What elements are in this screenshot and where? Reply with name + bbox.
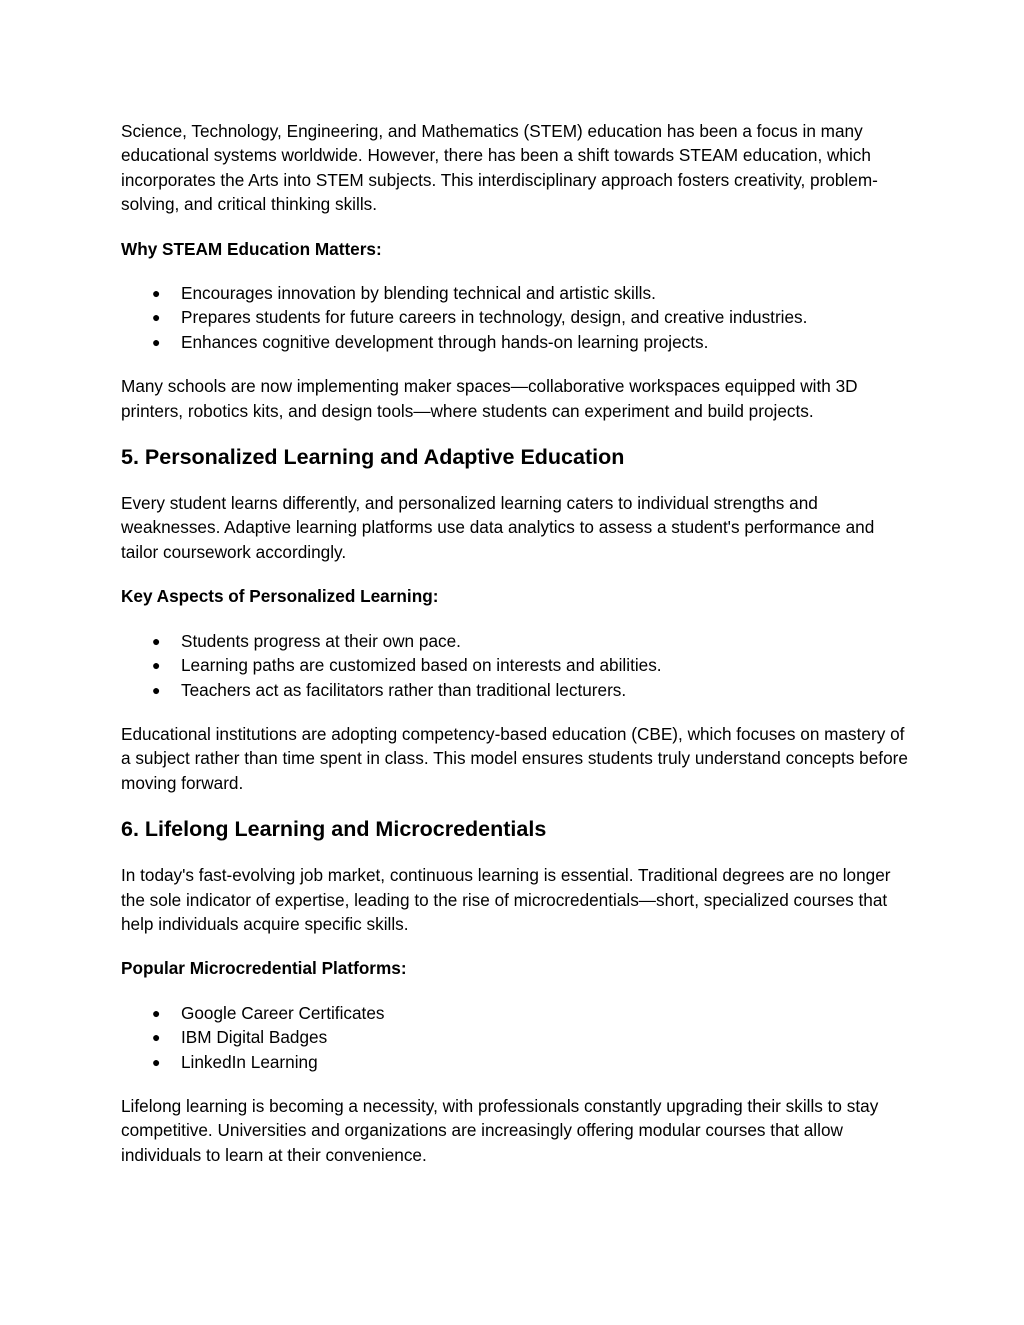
list-item: ● Enhances cognitive development through hands-on learning projects. — [121, 330, 911, 354]
list-item: ● LinkedIn Learning — [121, 1050, 911, 1074]
list-item: ● IBM Digital Badges — [121, 1025, 911, 1049]
steam-subheading: Why STEAM Education Matters: — [121, 238, 382, 259]
section-5-heading: 5. Personalized Learning and Adaptive Education — [121, 445, 625, 470]
bullet-icon: ● — [152, 1004, 161, 1021]
section-6-heading: 6. Lifelong Learning and Microcredentials — [121, 817, 547, 842]
bullet-icon: ● — [152, 1053, 161, 1070]
section-5-bullet-list — [121, 629, 911, 702]
section-5-closing-paragraph: Educational institutions are adopting competency-based education (CBE), which focuses on mastery of a subject rather than time spent in class. This model ensures students truly understand concepts before moving forward. — [121, 723, 908, 793]
bullet-icon: ● — [152, 681, 161, 698]
list-item: ● Learning paths are customized based on interests and abilities. — [121, 653, 911, 677]
bullet-icon: ● — [152, 333, 161, 350]
section-6-paragraph: In today's fast-evolving job market, continuous learning is essential. Traditional degrees are no longer the sole indicator of expertise, leading to the rise of microcredentials—short, specialized courses that help individuals acquire specific skills. — [121, 865, 891, 934]
document-page — [121, 119, 911, 1187]
steam-bullet-list — [121, 281, 911, 354]
section-5-paragraph: Every student learns differently, and personalized learning caters to individual strengths and weaknesses. Adaptive learning platforms use data analytics to assess a student's performance and tailor coursework accordingly. — [121, 493, 875, 562]
section-6-subheading: Popular Microcredential Platforms: — [121, 958, 407, 979]
intro-paragraph: Science, Technology, Engineering, and Mathematics (STEM) education has been a focus in many educational systems worldwide. However, there has been a shift towards STEAM education, which incorporates the Arts into STEM subjects. This interdisciplinary approach fosters creativity, problem-solving, and critical thinking skills. — [121, 121, 878, 215]
steam-closing-paragraph: Many schools are now implementing maker spaces—collaborative workspaces equipped with 3D printers, robotics kits, and design tools—where students can experiment and build projects. — [121, 376, 858, 421]
list-item: ● Encourages innovation by blending technical and artistic skills. — [121, 281, 911, 305]
list-item: ● Prepares students for future careers in technology, design, and creative industries. — [121, 305, 911, 329]
section-5-subheading: Key Aspects of Personalized Learning: — [121, 586, 439, 607]
bullet-icon: ● — [152, 1029, 161, 1046]
section-6-closing-paragraph: Lifelong learning is becoming a necessity, with professionals constantly upgrading their skills to stay competitive. Universities and organizations are increasingly offering modular courses that allow individuals to learn at their convenience. — [121, 1095, 879, 1165]
list-item: ● Students progress at their own pace. — [121, 629, 911, 653]
bullet-icon: ● — [152, 309, 161, 326]
bullet-icon: ● — [152, 657, 161, 674]
list-item: ● Google Career Certificates — [121, 1001, 911, 1025]
bullet-icon: ● — [152, 285, 161, 302]
list-item: ● Teachers act as facilitators rather than traditional lecturers. — [121, 678, 911, 702]
section-6-bullet-list — [121, 1001, 911, 1074]
bullet-icon: ● — [152, 632, 161, 649]
